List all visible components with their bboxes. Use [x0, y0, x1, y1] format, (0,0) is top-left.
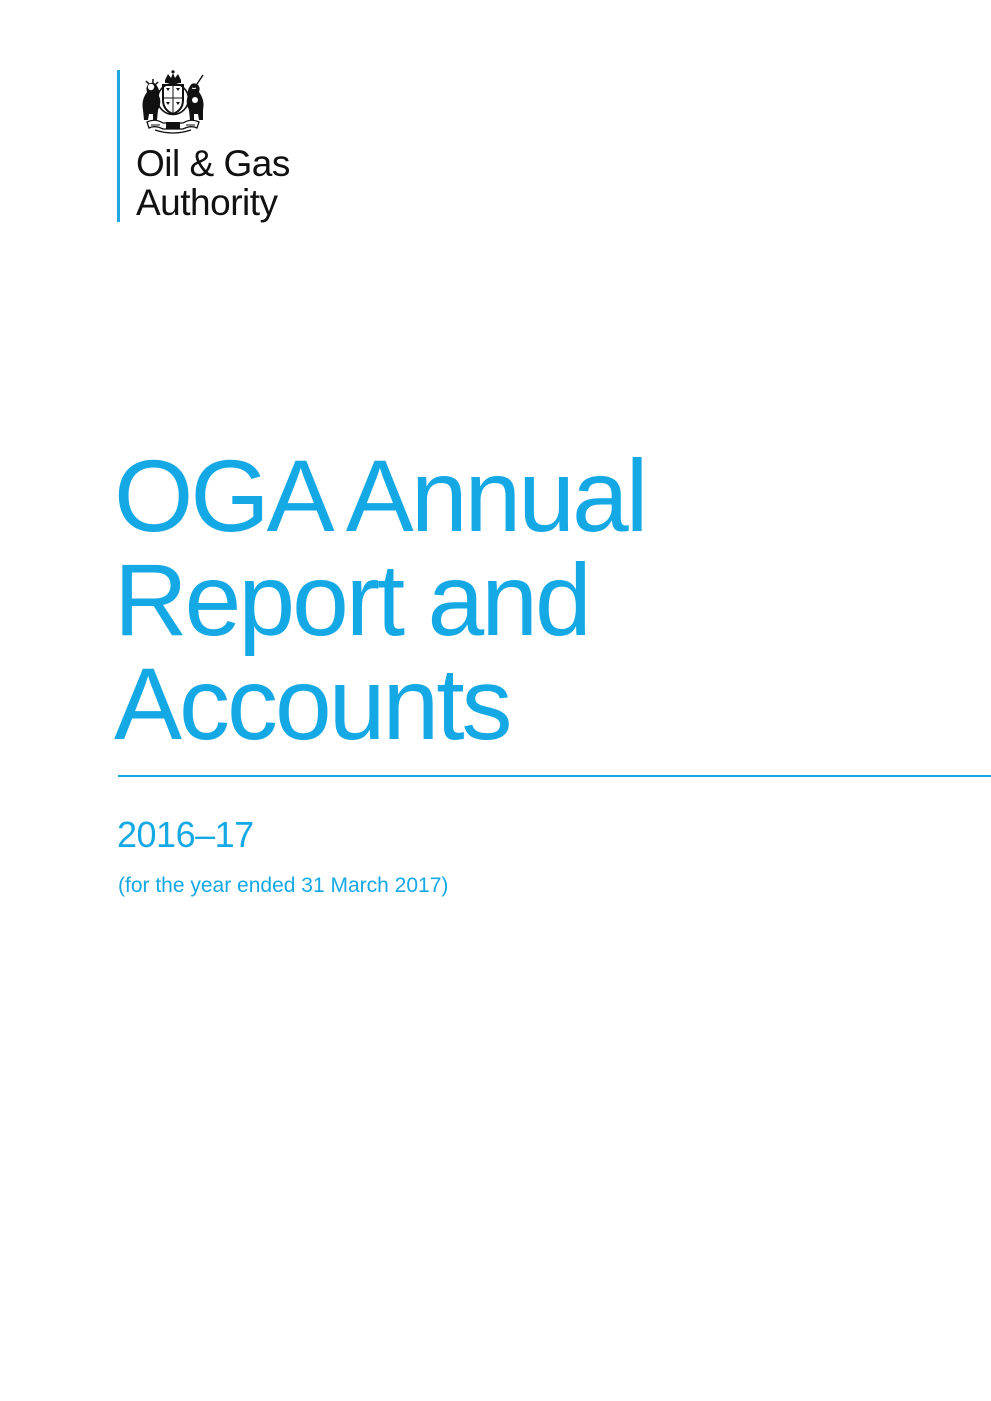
report-title — [114, 439, 646, 761]
organisation-name — [136, 144, 290, 222]
report-title-line3: Accounts — [114, 647, 510, 761]
report-year: 2016–17 — [117, 814, 254, 855]
organisation-logo — [117, 70, 377, 222]
report-title-line2: Report and — [114, 543, 589, 657]
organisation-name-line2: Authority — [136, 182, 278, 223]
logo-rule — [117, 70, 120, 222]
organisation-name-line1: Oil & Gas — [136, 143, 290, 184]
royal-coat-of-arms-icon — [135, 70, 211, 134]
report-title-line1: OGA Annual — [114, 439, 646, 553]
report-period: (for the year ended 31 March 2017) — [118, 874, 449, 897]
title-divider — [118, 775, 991, 777]
